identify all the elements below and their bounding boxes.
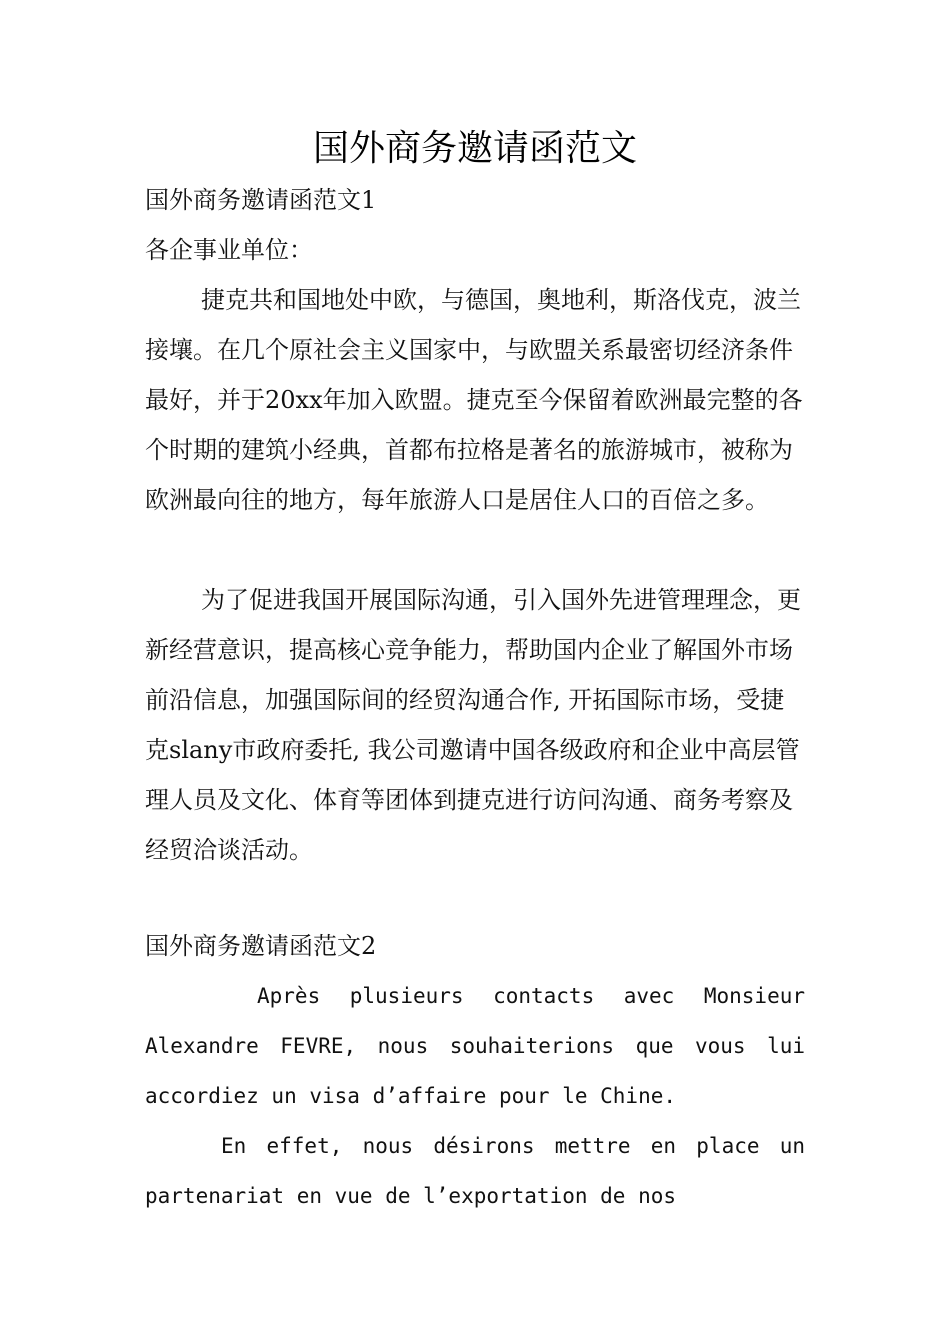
- section-1-paragraph-1: 捷克共和国地处中欧，与德国，奥地利，斯洛伐克，波兰接壤。在几个原社会主义国家中，与欧盟关系最密切经济条件最好，并于20xx年加入欧盟。捷克至今保留着欧洲最完整的各个时期的建筑小经典，首都布拉格是著名的旅游城市，被称为欧洲最向往的地方，每年旅游人口是居住人口的百倍之多。: [145, 286, 803, 514]
- section-1-paragraph-2: 为了促进我国开展国际沟通，引入国外先进管理理念，更新经营意识，提高核心竞争能力，帮助国内企业了解国外市场前沿信息，加强国际间的经贸沟通合作, 开拓国际市场，受捷克slany市政府委托, 我公司邀请中国各级政府和企业中高层管理人员及文化、体育等团体到捷克进行访问沟通、商务考察及经贸洽谈活动。: [145, 586, 801, 864]
- page-title: 国外商务邀请函范文: [312, 128, 637, 169]
- salutation: 各企事业单位：: [145, 236, 313, 264]
- section-2-heading: 国外商务邀请函范文2: [145, 932, 377, 960]
- section-2-paragraph-2: En effet, nous désirons mettre en place un partenariat en vue de l’exportation de nos: [145, 1134, 805, 1208]
- section-1-heading: 国外商务邀请函范文1: [145, 186, 377, 214]
- section-2-paragraph-1: Après plusieurs contacts avec Monsieur Alexandre FEVRE, nous souhaiterions que vous lui accordiez un visa d’affaire pour le Chine.: [145, 984, 805, 1108]
